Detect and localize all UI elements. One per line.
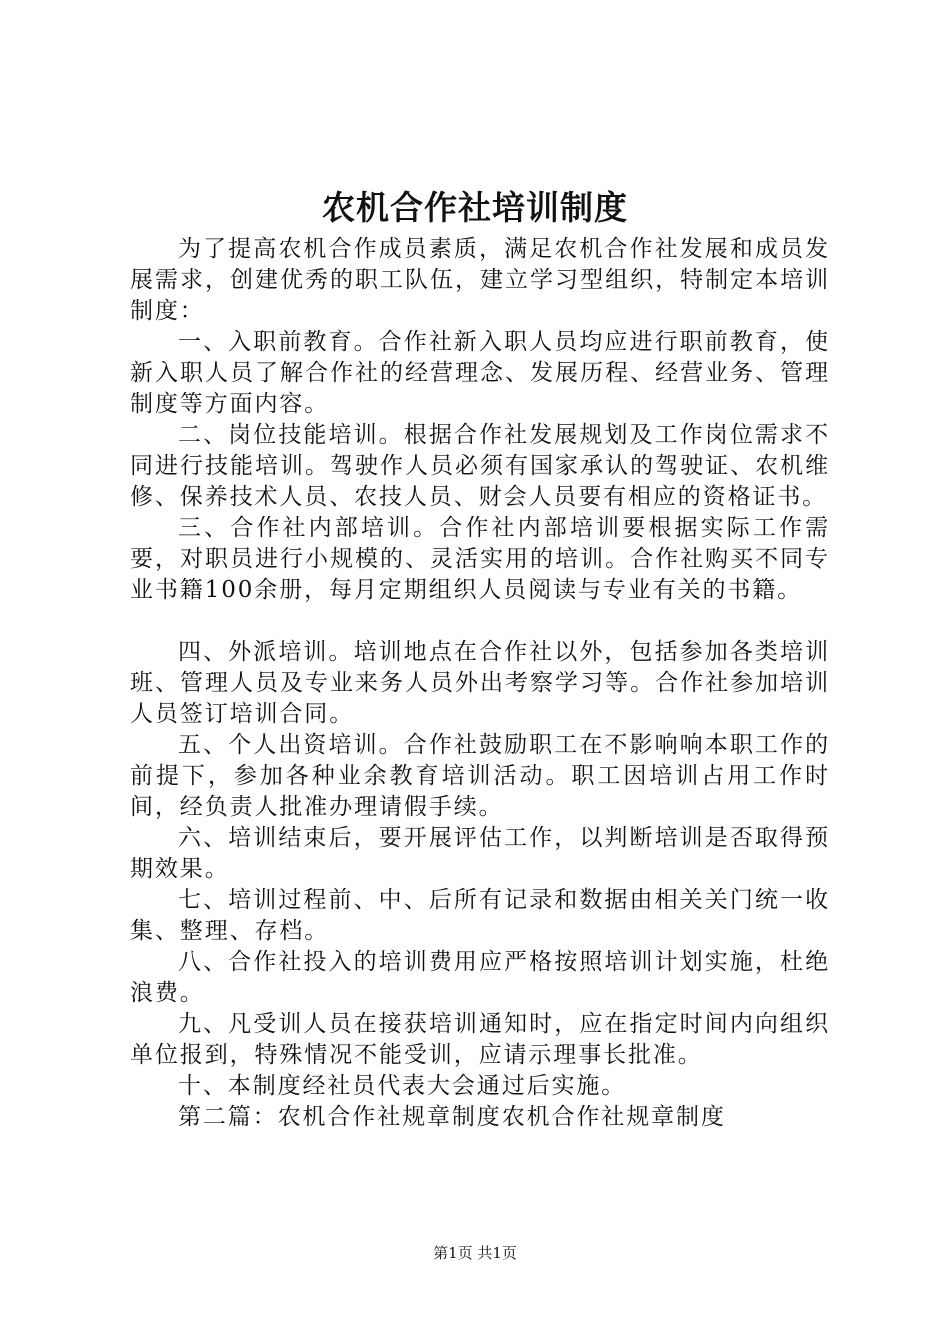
section-8-paragraph: 八、合作社投入的培训费用应严格按照培训计划实施，杜绝浪费。: [130, 949, 830, 1006]
section-4-paragraph: 四、外派培训。培训地点在合作社以外，包括参加各类培训班、管理人员及专业来务人员外出考察学习等。合作社参加培训人员签订培训合同。: [130, 639, 830, 727]
section-3-paragraph: 三、合作社内部培训。合作社内部培训要根据实际工作需要，对职员进行小规模的、灵活实用的培训。合作社购买不同专业书籍100余册，每月定期组织人员阅读与专业有关的书籍。: [130, 515, 830, 603]
section-1-paragraph: 一、入职前教育。合作社新入职人员均应进行职前教育，使新入职人员了解合作社的经营理念、发展历程、经营业务、管理制度等方面内容。: [130, 329, 830, 417]
section-10-paragraph: 十、本制度经社员代表大会通过后实施。: [178, 1073, 627, 1099]
next-chapter-heading: 第二篇：农机合作社规章制度农机合作社规章制度: [178, 1104, 726, 1130]
page-footer: 第1页 共1页: [433, 1244, 517, 1262]
section-5-paragraph: 五、个人出资培训。合作社鼓励职工在不影响响本职工作的前提下，参加各种业余教育培训活动。职工因培训占用工作时间，经负责人批准办理请假手续。: [130, 732, 830, 820]
section-9-paragraph: 九、凡受训人员在接获培训通知时，应在指定时间内向组织单位报到，特殊情况不能受训，应请示理事长批准。: [130, 1011, 830, 1068]
document-body: [130, 234, 830, 1133]
section-7-paragraph: 七、培训过程前、中、后所有记录和数据由相关关门统一收集、整理、存档。: [130, 887, 830, 944]
section-6-paragraph: 六、培训结束后，要开展评估工作，以判断培训是否取得预期效果。: [130, 825, 830, 882]
intro-paragraph: 为了提高农机合作成员素质，满足农机合作社发展和成员发展需求，创建优秀的职工队伍，建立学习型组织，特制定本培训制度：: [130, 236, 830, 324]
section-2-paragraph: 二、岗位技能培训。根据合作社发展规划及工作岗位需求不同进行技能培训。驾驶作人员必须有国家承认的驾驶证、农机维修、保养技术人员、农技人员、财会人员要有相应的资格证书。: [130, 422, 830, 510]
document-title: 农机合作社培训制度: [322, 188, 628, 227]
